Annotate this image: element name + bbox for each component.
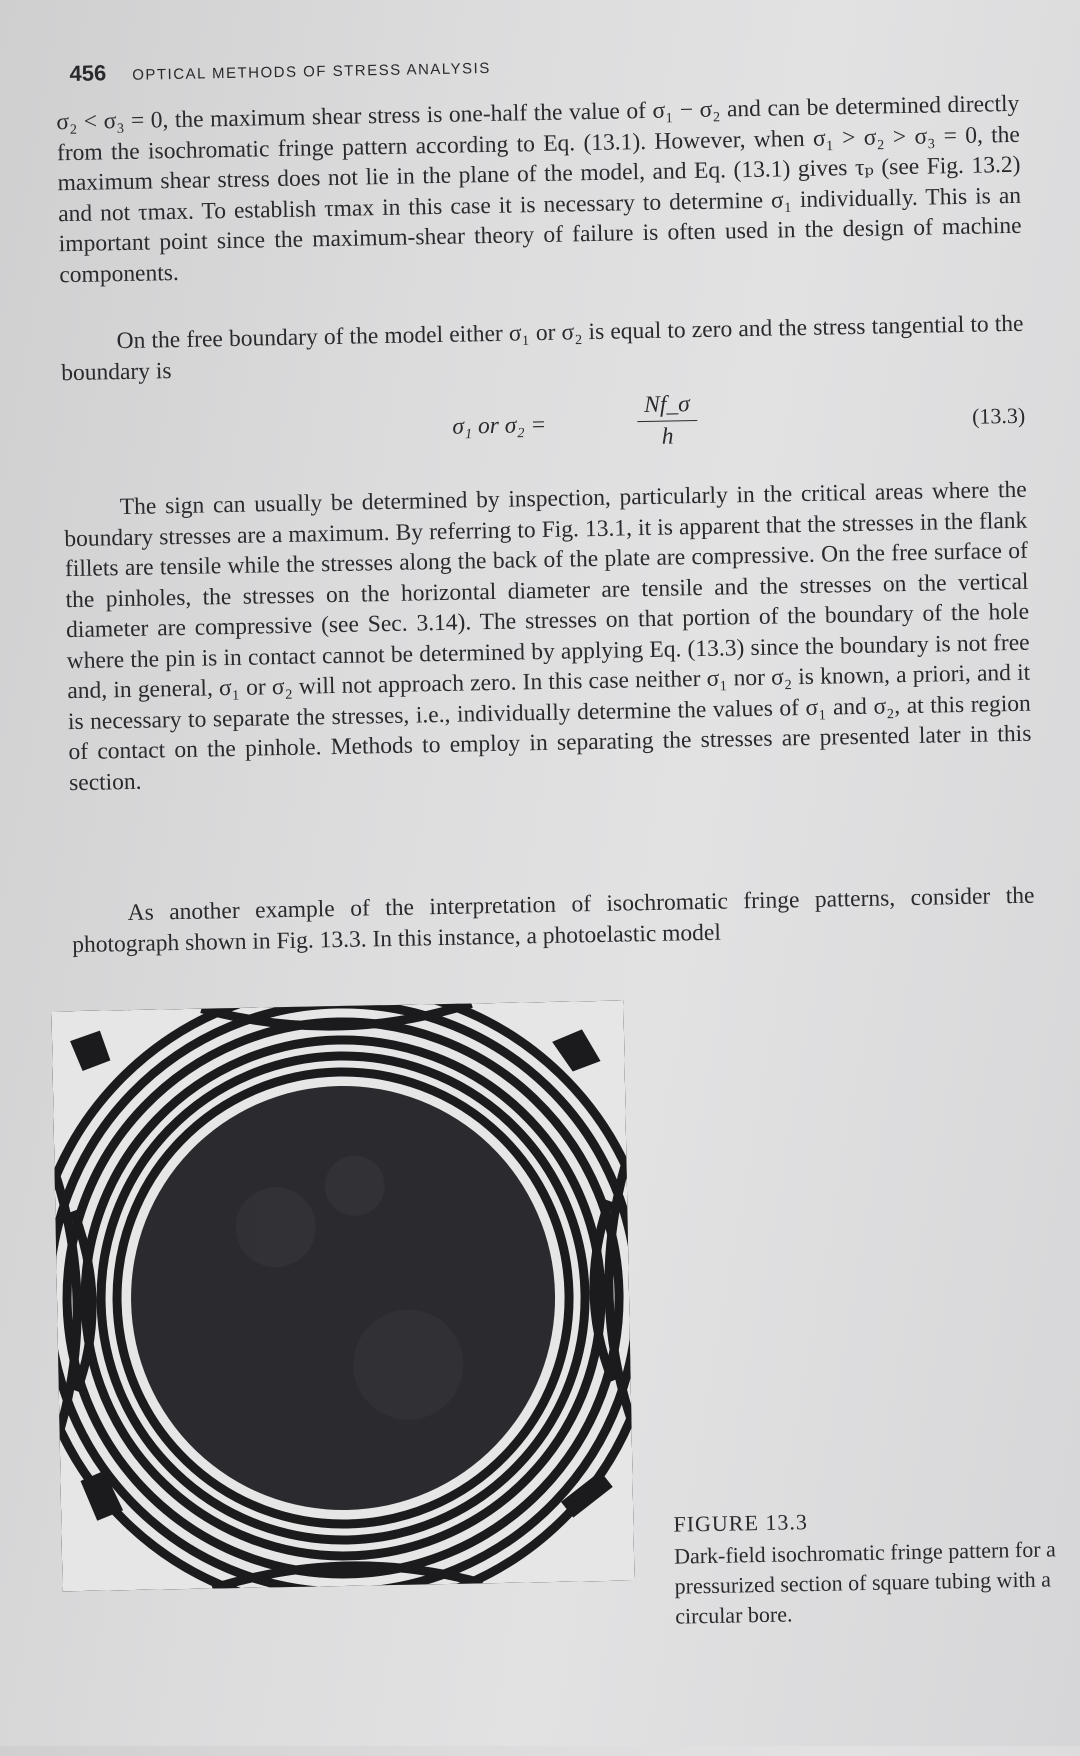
paragraph-continued [56, 89, 1022, 290]
equation-13-3 [62, 385, 1026, 473]
paragraph-3-text: The sign can usually be determined by inspection, particularly in the critical areas where the boundary stresses are a maximum. By referring to Fig. 13.1, it is apparent that the stresses in the flank fillets are tensile while the stresses along the back of the plate are compressive. On the free surface of the pinholes, the stresses on the horizontal diameter are tensile and the stresses on the vertical diameter are compressive (see Sec. 3.14). The stresses on that portion of the boundary of the hole where the pin is in contact cannot be determined by applying Eq. (13.3) since the boundary is not free and, in general, σ₁ or σ₂ will not approach zero. In this case neither σ₁ nor σ₂ is known, a priori, and it is necessary to separate the stresses, i.e., individually determine the values of σ₁ and σ₂, at this region of contact on the pinhole. Methods to employ in separating the stresses are presented later in this section. [64, 476, 1032, 796]
running-head: OPTICAL METHODS OF STRESS ANALYSIS [132, 59, 491, 84]
equation-lhs: σ₁ or σ₂ = [452, 411, 547, 440]
paragraph-4-text: As another example of the interpretation of isochromatic fringe patterns, consider the photograph shown in Fig. 13.3. In this instance, a photoelastic model [71, 882, 1035, 958]
equation-fraction [637, 391, 698, 451]
equation-denominator: h [661, 423, 674, 450]
fringe-pattern-photo [51, 1001, 634, 1592]
page-header [69, 53, 491, 87]
page-number: 456 [69, 60, 107, 87]
paragraph-free-boundary [60, 309, 1024, 388]
figure-title: FIGURE 13.3 [673, 1509, 809, 1537]
equation-numerator: Nf_σ [637, 391, 698, 422]
figure-caption [673, 1502, 1080, 1632]
paragraph-example [71, 881, 1035, 960]
paragraph-1-text: σ₂ < σ₃ = 0, the maximum shear stress is one-half the value of σ₁ − σ₂ and can be determined directly from the isochromatic fringe pattern according to Eq. (13.1). However, when σ₁ > σ₂ > σ₃ = 0, the maximum shear stress does not lie in the plane of the model, and Eq. (13.1) gives τₚ (see Fig. 13.2) and not τmax. To establish τmax in this case it is necessary to determine σ₁ individually. This is an important point since the maximum-shear theory of failure is often used in the design of machine components. [56, 90, 1022, 288]
paragraph-sign [64, 475, 1033, 798]
equation-number: (13.3) [971, 402, 1026, 429]
figure-caption-text: Dark-field isochromatic fringe pattern for a pressurized section of square tubing with a circular bore. [673, 1536, 1057, 1629]
paragraph-2-text: On the free boundary of the model either σ₁ or σ₂ is equal to zero and the stress tangential to the boundary is [60, 310, 1024, 386]
fringe-pattern-image [51, 1001, 634, 1592]
